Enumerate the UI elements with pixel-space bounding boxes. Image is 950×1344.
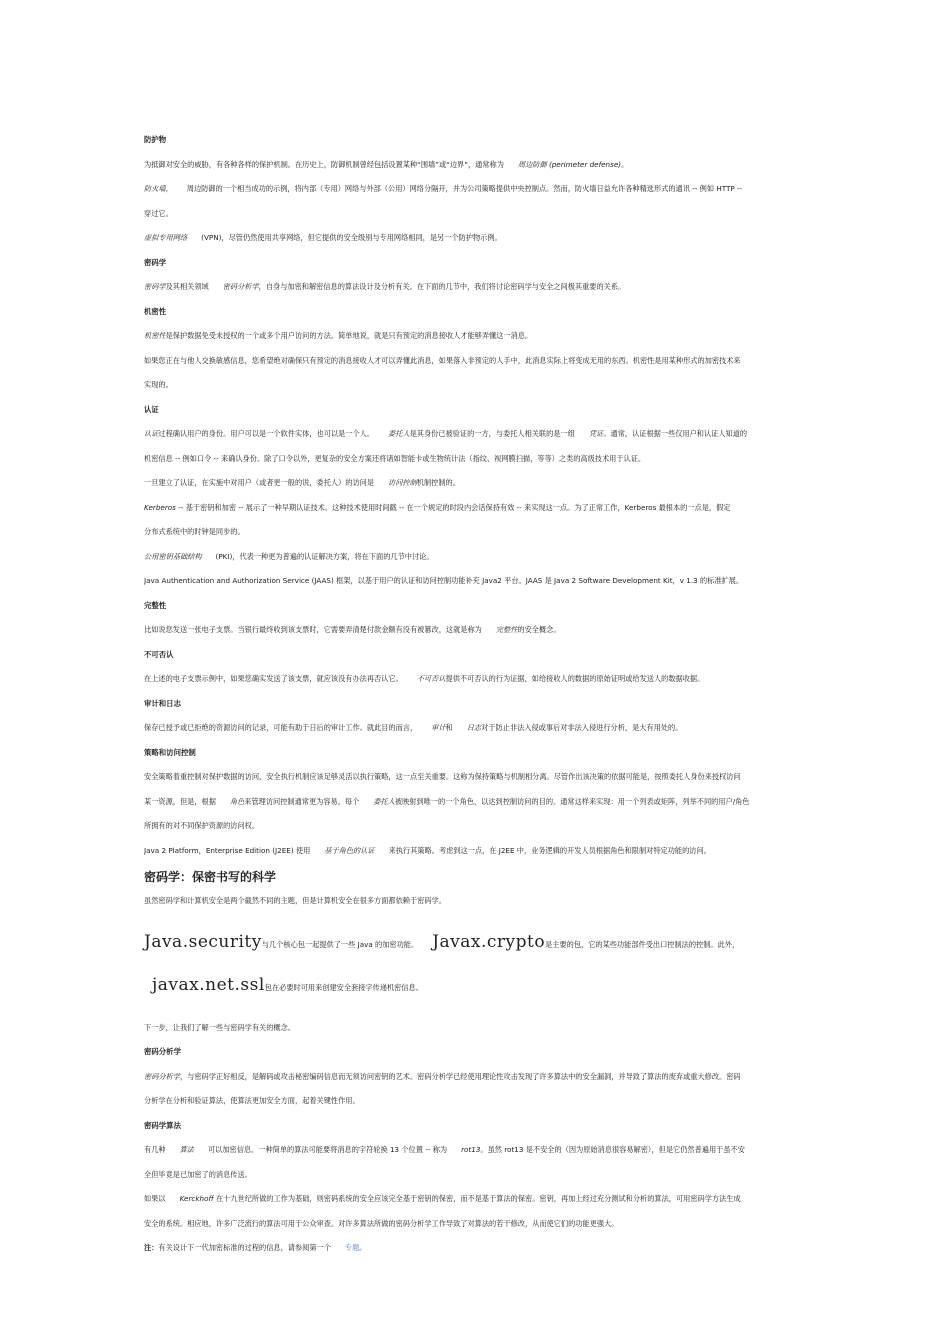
paragraph: 下一步，让我们了解一些与密码学有关的概念。 — [144, 1022, 295, 1032]
text: 一旦建立了认证，在实施中对用户（或者更一般的说，委托人）的访问是 — [144, 478, 375, 487]
text: 对于防止非法入侵或事后对非法入侵进行分析，是大有用处的。 — [481, 723, 683, 732]
paragraph — [144, 275, 810, 300]
text: 如果以 — [144, 1194, 166, 1203]
heading-celue: 策略和访问控制 — [144, 747, 196, 757]
term: 认证 — [144, 429, 159, 438]
text: 来管理访问控制通常更为容易。每个 — [244, 796, 360, 806]
paragraph-cont: 实现的。 — [144, 380, 173, 389]
text: 。 — [359, 1243, 367, 1252]
term: 日志 — [466, 723, 482, 732]
text: 与几个核心包一起提供了一些 Java 的加密功能。 — [261, 939, 419, 949]
text: 是主要的包，它的某些功能部件受出口控制法的控制。此外， — [545, 939, 740, 949]
paragraph — [144, 324, 810, 349]
term: 凭证 — [588, 429, 604, 438]
term: 公用密钥基础结构 — [144, 551, 202, 561]
paragraph: Java Authentication and Authorization Service (JAAS) 框架，以基于用户的认证和访问控制功能补充 Java2 平台。JAAS 是 Java 2 Software Development Kit，v 1.3 的标准扩展。 — [144, 576, 744, 585]
heading-shenji: 审计和日志 — [144, 698, 181, 708]
term: 防火墙， — [144, 184, 173, 193]
code-term: Javax.crypto — [432, 931, 546, 952]
heading-renzheng: 认证 — [144, 404, 159, 414]
text: (VPN)，尽管仍然使用共享网络，但它提供的安全级别与专用网络相同，是另一个防护物示例。 — [201, 233, 502, 242]
text: (PKI)，代表一种更为普遍的认证解决方案，将在下面的几节中讨论。 — [215, 551, 434, 561]
paragraph — [144, 153, 810, 178]
text: 在十九世纪所做的工作为基础，则密码系统的安全应该完全基于密钥的保密，而不是基于算法的保密。密钥，再加上经过充分测试和分析的算法，可用密码学方法生成 — [215, 1194, 741, 1203]
text: -- 基于密钥和加密 -- 展示了一种早期认证技术。这种技术使用时间戳 -- 在一个规定的时段内会话保持有效 -- 来实现这一点。为了正常工作，Kerberos 最根本的一点是，假定 — [178, 502, 731, 512]
term: 访问控制 — [388, 478, 417, 487]
paragraph — [144, 667, 810, 692]
paragraph-cont: 穿过它。 — [144, 208, 173, 218]
paragraph-cont: 分析学在分析和验证算法，使算法更加安全方面，起着关键性作用。 — [144, 1096, 360, 1105]
paragraph — [144, 618, 810, 643]
term: rot13 — [461, 1145, 481, 1154]
heading-fanghuwu: 防护物 — [144, 135, 167, 144]
heading-mimaxue: 密码学 — [144, 257, 167, 267]
text: 包在必要时可用来创建安全套接字传递机密信息。 — [264, 982, 423, 992]
document-body — [144, 128, 810, 1261]
term: 审计 — [431, 723, 446, 732]
paragraph — [144, 1138, 810, 1163]
paragraph — [144, 716, 810, 741]
paragraph-cont: 所拥有的对不同保护资源的访问权。 — [144, 821, 260, 830]
text: 是保护数据免受未授权的一个或多个用户访问的方法。简单地说，就是只有预定的消息接收人才能够弄懂这一消息。 — [165, 331, 533, 340]
paragraph — [144, 422, 810, 447]
term: 算法 — [179, 1145, 194, 1154]
term: 委托人 — [388, 429, 410, 438]
paragraph — [144, 471, 810, 496]
term: 角色 — [229, 796, 245, 806]
text: 。 — [621, 159, 629, 169]
paragraph — [144, 839, 810, 864]
text: 周边防御的一个相当成功的示例，将内部（专用）网络与外部（公用）网络分隔开，并为公司策略提供中央控制点。然而，防火墙日益允许各种精选形式的通讯 -- 例如 HTTP -- — [186, 184, 743, 193]
text: 被映射到唯一的一个角色，以达到控制访问的目的。通常这样来实现：用一个列表或矩阵，列举不同的用户/角色 — [394, 796, 750, 806]
term: Kerberos — [144, 502, 176, 512]
text: 和 — [445, 723, 453, 732]
text: 某一资源，但是，根据 — [144, 796, 216, 806]
term: 密码分析学 — [144, 1071, 180, 1081]
code-term: javax.net.ssl — [152, 974, 265, 995]
heading-jimixing: 机密性 — [144, 306, 167, 316]
text: 。虽然 rot13 是不安全的（因为原始消息很容易解密），但是它仍然普遍用于虽不安 — [480, 1145, 745, 1154]
text: 是其身份已被验证的一方，与委托人相关联的是一组 — [409, 429, 575, 438]
code-term: Java.security — [144, 931, 262, 952]
note-label: 注： — [144, 1243, 159, 1252]
note — [144, 1236, 810, 1261]
text: 在上述的电子支票示例中，如果您确实发送了该支票，就应该没有办法再否认它。 — [144, 674, 403, 683]
paragraph-cont: 安全的系统。相应地，许多广泛流行的算法可用于公众审查。对许多算法所做的密码分析学工作导致了对算法的若干修改，从而使它们的功能更强大。 — [144, 1218, 619, 1228]
paragraph-cont — [144, 790, 810, 815]
term: 密码分析学 — [222, 282, 259, 291]
term: 基于角色的认证 — [324, 845, 375, 855]
paragraph — [144, 1187, 810, 1212]
term: 虚拟专用网络 — [144, 233, 188, 242]
text: 比如说您发送一张电子支票。当银行最终收到该支票时，它需要弄清楚付款金额有没有被篡改，这就是称为 — [144, 625, 482, 634]
paragraph — [144, 226, 810, 251]
heading-wanzhengxing: 完整性 — [144, 600, 167, 610]
code-paragraph-cont — [144, 973, 810, 1000]
heading-bukefouren: 不可否认 — [144, 649, 174, 659]
text: 来执行其策略。考虑到这一点，在 J2EE 中，业务逻辑的开发人员根据角色和限制对特定功能的访问。 — [388, 845, 711, 855]
paragraph: 如果您正在与他人交换敏感信息，您希望绝对确保只有预定的消息接收人才可以弄懂此消息，如果落入非预定的人手中，此消息实际上将变成无用的东西。机密性是用某种形式的加密技术来 — [144, 355, 741, 365]
section-title: 密码学：保密书写的科学 — [144, 870, 277, 884]
paragraph — [144, 1065, 810, 1090]
text: 机制控制的。 — [416, 478, 460, 487]
text: 的安全概念。 — [517, 625, 561, 634]
text: ，与密码学正好相反，是解码或攻击秘密编码信息而无须访问密钥的艺术。密码分析学已经使用理论性攻击发现了许多算法中的安全漏洞，并导致了算法的废弃或重大修改。密码 — [179, 1071, 741, 1081]
code-paragraph — [144, 930, 810, 957]
text: ，自身与加密和解密信息的算法设计及分析有关。在下面的几节中，我们将讨论密码学与安全之间极其重要的关系。 — [258, 282, 626, 291]
paragraph-cont: 分布式系统中的时钟是同步的。 — [144, 527, 245, 536]
term: 密码学 — [144, 282, 166, 291]
paragraph — [144, 545, 810, 570]
topic-link[interactable]: 专题 — [344, 1243, 360, 1252]
paragraph — [144, 177, 810, 202]
text: 提供不可否认的行为证据，如给接收人的数据的原始证明或给发送人的数据收据。 — [445, 674, 705, 683]
paragraph-cont: 全但毕竟是已加密了的消息传送。 — [144, 1169, 252, 1179]
term: 委托人 — [373, 796, 395, 806]
paragraph: 安全策略着重控制对保护数据的访问，安全执行机制应该足够灵活以执行策略，这一点至关重要。这称为保持策略与机制相分离。尽管作出该决策的依据可能是，按照委托人身份来授权访问 — [144, 772, 741, 781]
text: 可以加密信息。一种简单的算法可能要将消息的字符轮换 13 个位置 -- 称为 — [207, 1145, 448, 1154]
heading-suanfa: 密码学算法 — [144, 1120, 181, 1130]
text: 及其相关领域 — [165, 282, 209, 291]
text: 过程确认用户的身份。用户可以是一个软件实体，也可以是一个人。 — [158, 429, 375, 438]
term: 机密性 — [144, 331, 166, 340]
text: 有几种 — [144, 1145, 166, 1154]
heading-fenxixue: 密码分析学 — [144, 1047, 181, 1056]
paragraph — [144, 496, 810, 521]
term: 周边防御 (perimeter defense) — [517, 159, 622, 169]
term: 不可否认 — [416, 674, 446, 683]
text: 保存已授予或已拒绝的资源访问的记录，可能有助于日后的审计工作。就此目的而言， — [144, 723, 418, 732]
term: 完整性 — [495, 625, 518, 634]
text: Java 2 Platform，Enterprise Edition (J2EE) 使用 — [144, 845, 311, 855]
text: 有关设计下一代加密标准的过程的信息，请参阅第一个 — [158, 1243, 331, 1252]
term: Kerckhoff — [179, 1194, 214, 1203]
text: 。通常，认证根据一些仅用户和认证人知道的 — [603, 429, 748, 438]
paragraph-cont: 机密信息 -- 例如口令 -- 来确认身份。除了口令以外，更复杂的安全方案还将诸如智能卡或生物统计法（指纹、视网膜扫描，等等）之类的高级技术用于认证。 — [144, 453, 646, 463]
text: 为抵御对安全的威胁，有各种各样的保护机制。在历史上，防御机制曾经包括设置某种“围墙”或“边界”，通常称为 — [144, 159, 504, 169]
paragraph: 虽然密码学和计算机安全是两个截然不同的主题，但是计算机安全在很多方面都依赖于密码学。 — [144, 896, 446, 905]
